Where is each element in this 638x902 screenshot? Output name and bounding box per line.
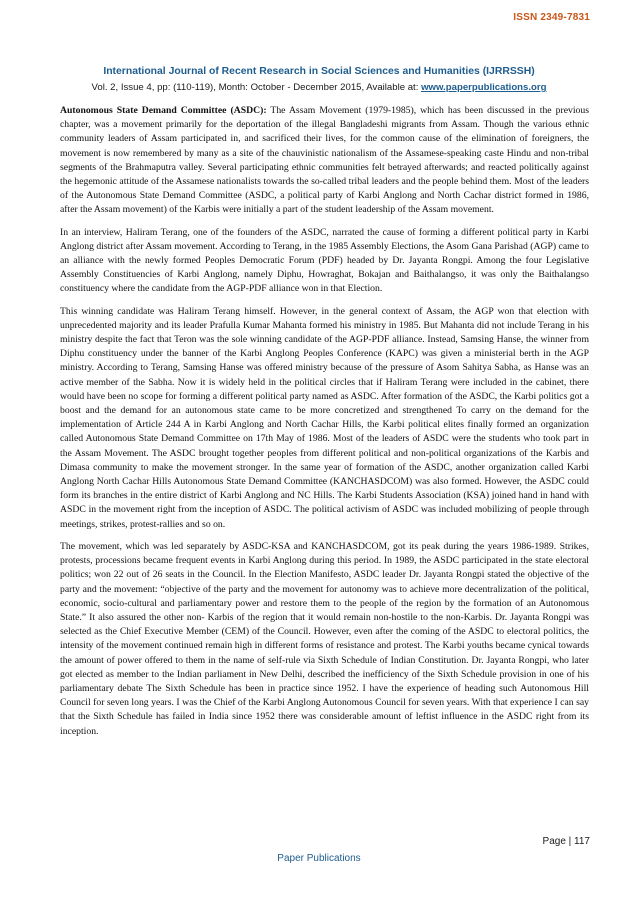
journal-meta <box>0 82 638 93</box>
journal-title: International Journal of Recent Research in Social Sciences and Humanities (IJRRSSH) <box>103 66 535 77</box>
paragraph-1-text: The Assam Movement (1979-1985), which has been discussed in the previous chapter, was a movement primarily for the deportation of the illegal Bangladeshi migrants from Assam. Though the various ethnic community leaders of Assam participated in, and sacrificed their lives, for the common cause of the elimination of foreigners, the movement is now remembered by many as a site of the chauvinistic nationalism of the Assamese-speaking caste Hindu and non-tribal segments of the Brahmaputra valley. Several participating ethnic communities felt betrayed afterwards; and reacted politically against the hegemonic attitude of the Assamese nationalists towards the so-called tribal leaders and the people behind them. Most of the leaders of the Autonomous State Demand Committee (ASDC, a political party of Karbi Anglong and North Cachar district formed in 1986, after the Assam movement) of the Karbis were initially a part of the student leadership of the Assam movement. <box>60 105 589 216</box>
paragraph-4: The movement, which was led separately by ASDC-KSA and KANCHASDCOM, got its peak during the years 1986-1989. Strikes, protests, processions became frequent events in Karbi Anglong during this period. In 1989, the ASDC participated in the state electoral politics; won 22 out of 26 seats in the Council. In the Election Manifesto, ASDC leader Dr. Jayanta Rongpi stated the objective of the party and the movement: “objective of the party and the movement for autonomy was to achieve more decentralization of the political, economic, socio-cultural and parliamentary power and restore them to the people of the region by the formation of an Autonomous State.” It also assured the other non- Karbis of the region that it would remain non-hostile to the non-Karbis. Dr. Jayanta Rongpi was selected as the Chief Executive Member (CEM) of the Council. However, even after the coming of the ASDC to electoral politics, the intensity of the movement continued remain high in different forms of resistance and protest. The Karbi youths became cynical towards the amount of power offered to them in the name of self-rule via Sixth Schedule of Indian Constitution. Dr. Jayanta Rongpi, who later got elected as member to the Indian parliament in New Delhi, described the inefficiency of the Sixth Schedule provision in one of his parliamentary debate The Sixth Schedule has been in practice since 1952. I have the experience of heading such Autonomous Hill Council for seven long years. I was the Chief of the Karbi Anglong Autonomous Council for seven years. With that experience I can say that the Sixth Schedule has failed in India since 1952 there was considerable amount of leftist influence in the ASDC right from its inception. <box>60 540 589 737</box>
issn-label: ISSN 2349-7831 <box>513 12 590 23</box>
paragraph-2: In an interview, Haliram Terang, one of the founders of the ASDC, narrated the cause of forming a different political party in Karbi Anglong district after Assam movement. According to Terang, in the 1985 Assembly Elections, the Asom Gana Parishad (AGP) came to an alliance with the newly formed Peoples Democratic Forum (PDF) headed by Dr. Jayanta Rongpi. Among the four Legislative Assembly Constituencies of Karbi Anglong, namely Diphu, Howraghat, Bokajan and Baithalangso, it was only the Baithalangso constituency where the candidate from the AGP-PDF alliance won in that Election. <box>60 226 589 295</box>
section-heading-asdc: Autonomous State Demand Committee (ASDC): <box>60 105 267 116</box>
journal-meta-text: Vol. 2, Issue 4, pp: (110-119), Month: October - December 2015, Available at: <box>91 82 422 93</box>
page-number: Page | 117 <box>542 836 590 847</box>
paragraph-1 <box>60 104 589 218</box>
article-body <box>60 104 589 747</box>
paragraph-3: This winning candidate was Haliram Terang himself. However, in the general context of Assam, the AGP won that election with unprecedented majority and its leader Prafulla Kumar Mahanta formed his ministry in 1985. But Mahanta did not include Terang in his ministry despite the fact that Teron was the sole winning candidate of the AGP-PDF alliance. Instead, Samsing Hanse, the winner from Diphu constituency under the banner of the Karbi Anglong Peoples Conference (KAPC) was given a ministerial berth in the AGP ministry. According to Terang, Samsing Hanse was offered ministry because of the pressure of Asom Sahitya Sabha, as Hanse was an active member of the Sabha. Now it is widely held in the political circles that if Haliram Terang were included in the cabinet, there would have been no scope for forming a different political party named as ASDC. After formation of the ASDC, the Karbi politics got a boost and the demand for an autonomous state came to be more concretized and strengthened To carry on the demand for the implementation of Article 244 A in Karbi Anglong and North Cachar Hills, the Karbi political elites finally formed an organization called Autonomous State Demand Committee on 17th May of 1986. Most of the leaders of ASDC were the students who took part in the Assam Movement. The ASDC brought together peoples from different political and non-political organizations of the Karbis and Dimasa community to make the movement stronger. In the same year of formation of the ASDC, another organization called Karbi Anglong North Cachar Hills Autonomous State Demand Committee (KANCHASDCOM) was also formed. However, the ASDC could form its branches in the entire district of Karbi Anglong and NC Hills. The Karbi Students Association (KSA) joined hand in hand with ASDC in the movement right from the inception of ASDC. The political activism of ASDC was included mobilizing of people through meetings, strikes, protest-rallies and so on. <box>60 305 589 530</box>
publisher-footer: Paper Publications <box>277 853 361 864</box>
journal-url-link[interactable]: www.paperpublications.org <box>421 82 547 93</box>
